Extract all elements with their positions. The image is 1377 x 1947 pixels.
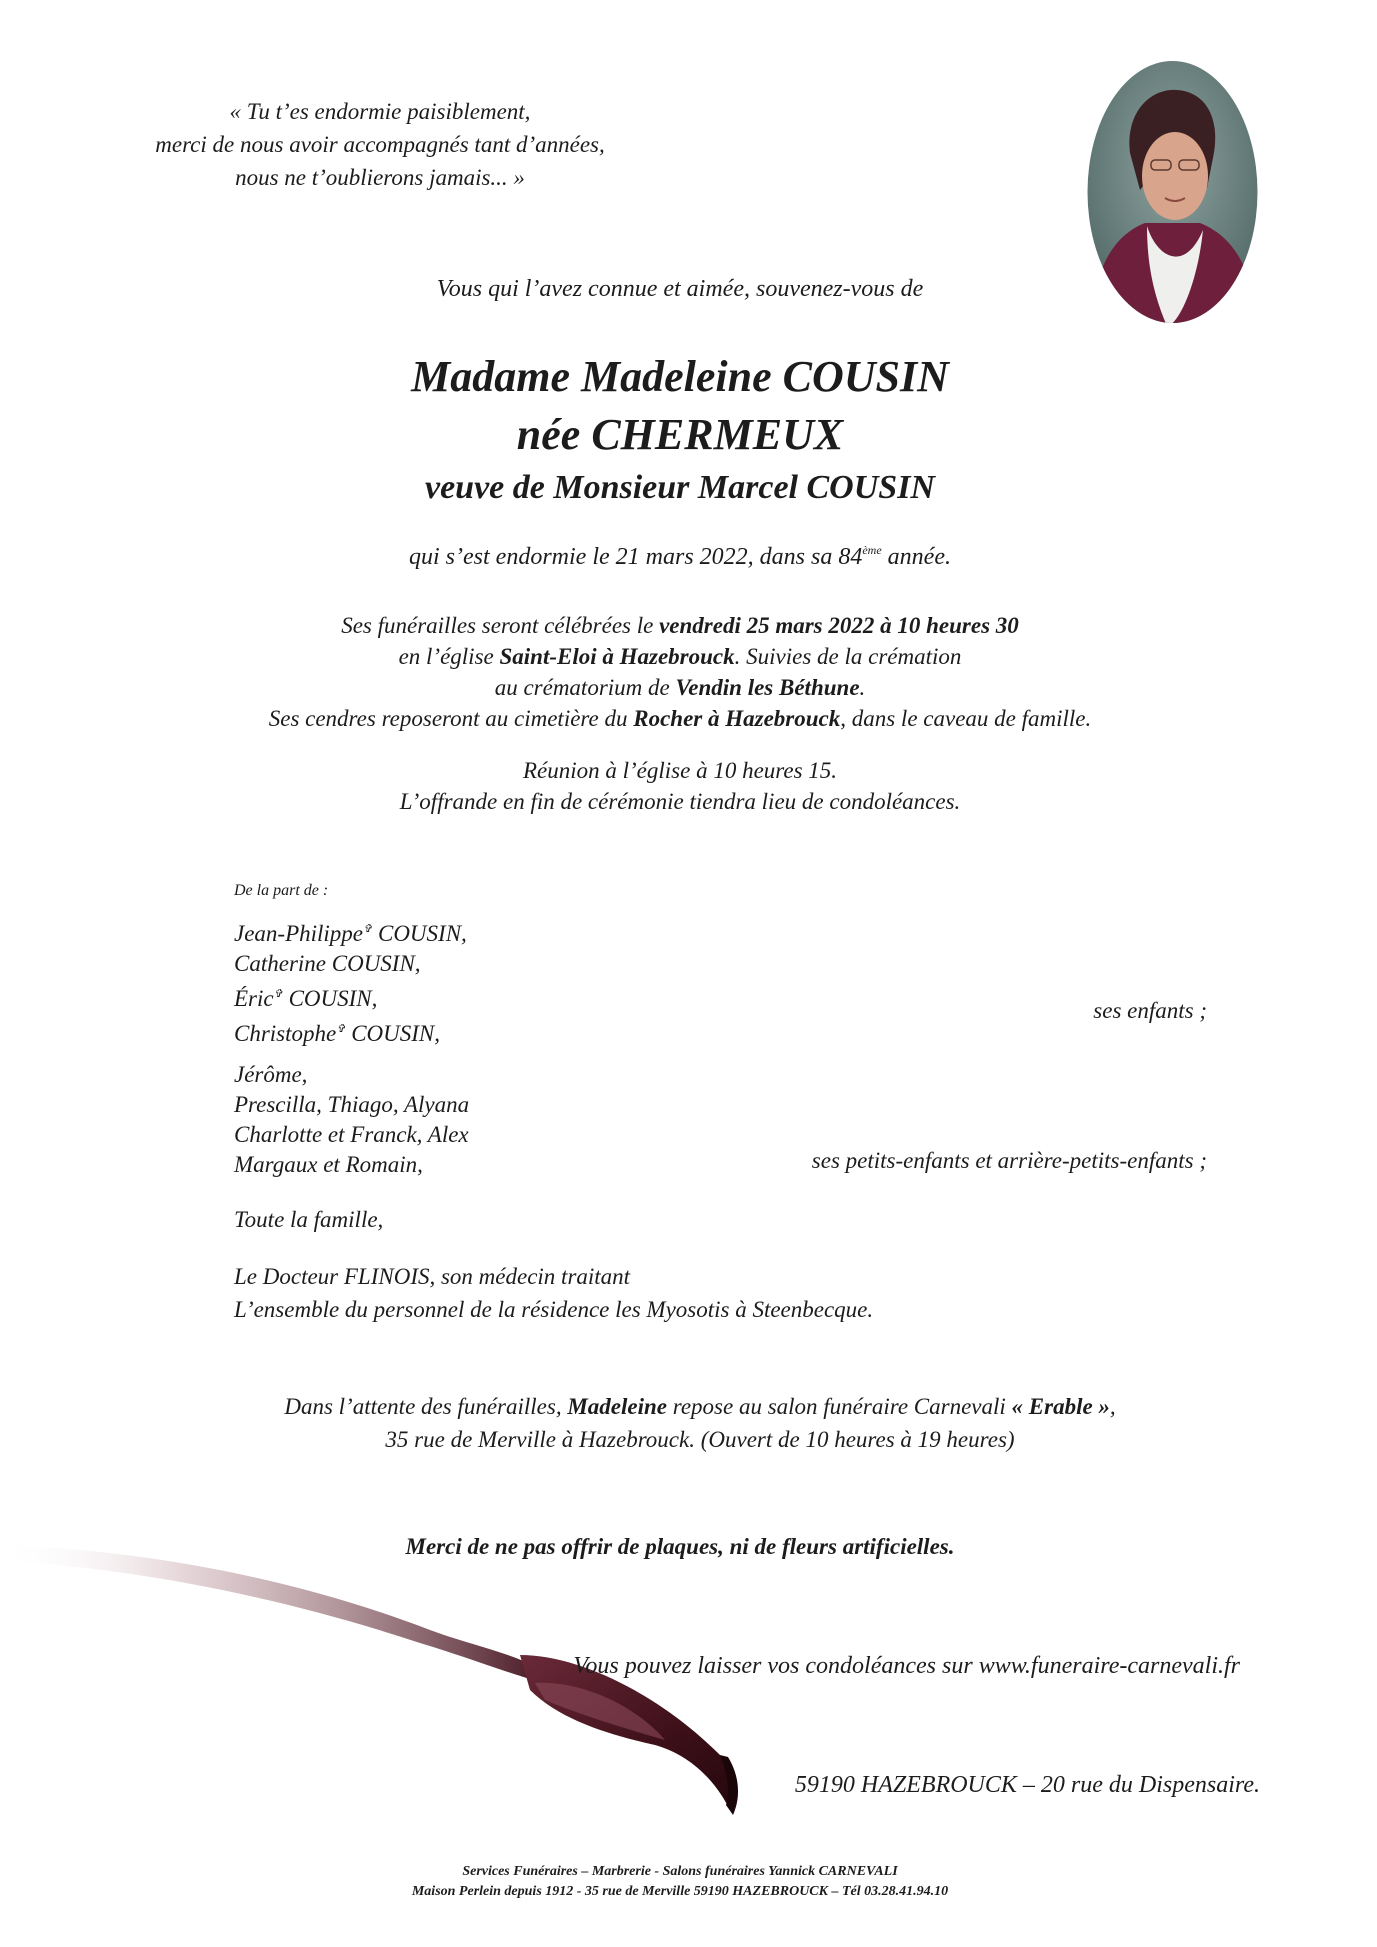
funeral-text: . [859,675,866,700]
meeting-line: L’offrande en fin de cérémonie tiendra lieu de condoléances. [399,789,961,814]
notice-line: 35 rue de Merville à Hazebrouck. (Ouvert de 10 heures à 19 heures) [385,1427,1015,1452]
funeral-line [200,610,1160,641]
notice-text: , [1109,1394,1116,1419]
funeral-text: au crématorium de [494,675,676,700]
notice-line [150,1390,1250,1423]
funeral-text: Ses cendres reposeront au cimetière du [268,706,634,731]
meeting-line: Réunion à l’église à 10 heures 15. [522,758,838,783]
child-surname: COUSIN, [282,986,378,1011]
child-surname: COUSIN, [372,921,467,946]
ordinal-suffix: ème [862,543,882,557]
funeral-text: en l’église [398,644,500,669]
child-name [234,949,467,979]
salon-name: « Erable » [1011,1394,1110,1419]
funeral-home-notice [150,1390,1250,1456]
notice-text: Dans l’attente des funérailles, [284,1394,568,1419]
funeral-text: , dans le caveau de famille. [840,706,1092,731]
child-first-name: Jean-Philippe [234,921,364,946]
notice-text: repose au salon funéraire Carnevali [666,1394,1012,1419]
doctor-and-staff [234,1260,873,1326]
child-name [234,914,467,949]
funeral-home-address: 59190 HAZEBROUCK – 20 rue du Dispensaire. [794,1772,1260,1798]
whole-family: Toute la famille, [234,1207,384,1232]
portrait-photo [1085,58,1260,326]
deceased-cross-mark: ✞ [273,988,283,1000]
quote-line: « Tu t’es endormie paisiblement, [229,99,531,124]
from-label: De la part de : [234,882,329,899]
funeral-line [200,703,1160,734]
doctor-line: Le Docteur FLINOIS, son médecin traitant [234,1264,631,1289]
opening-quote [100,95,660,194]
grandchildren-relation: ses petits-enfants et arrière-petits-enfants ; [811,1148,1207,1173]
funeral-details [200,610,1160,734]
first-name: Madeleine [567,1394,667,1419]
child-first-name: Éric [234,986,274,1011]
quote-line: merci de nous avoir accompagnés tant d’années, [155,132,605,157]
grandchild-name: Jérôme, [234,1062,308,1087]
grandchild-name: Prescilla, Thiago, Alyana [234,1092,470,1117]
footer [200,1862,1160,1902]
funeral-date: vendredi 25 mars 2022 à 10 heures 30 [659,613,1019,638]
no-plaques-notice: Merci de ne pas offrir de plaques, ni de fleurs artificielles. [405,1534,955,1559]
intro-text: Vous qui l’avez connue et aimée, souvenez-vous de [436,276,924,302]
funeral-text: Ses funérailles seront célébrées le [341,613,660,638]
staff-line: L’ensemble du personnel de la résidence les Myosotis à Steenbecque. [234,1297,874,1322]
children-relation: ses enfants ; [1093,998,1207,1023]
death-text: qui s’est endormie le 21 mars 2022, dans sa 84 [409,544,863,570]
funeral-line [200,641,1160,672]
footer-line: Services Funéraires – Marbrerie - Salons funéraires Yannick CARNEVALI [462,1864,898,1879]
widow-of: veuve de Monsieur Marcel COUSIN [425,469,935,506]
funeral-line [200,672,1160,703]
cemetery-name: Rocher à Hazebrouck [633,706,841,731]
deceased-name: Madame Madeleine COUSIN [411,352,949,401]
child-surname: COUSIN, [345,1021,441,1046]
funeral-text: . Suivies de la crémation [734,644,962,669]
grandchildren-list [234,1060,469,1180]
child-first-name: Christophe [234,1021,337,1046]
quote-line: nous ne t’oublierons jamais... » [235,165,525,190]
maiden-name: née CHERMEUX [516,410,844,459]
child-name [234,979,467,1014]
deceased-cross-mark: ✞ [336,1023,346,1035]
deceased-name-block [300,348,1060,512]
condolences-website[interactable]: Vous pouvez laisser vos condoléances sur www.funeraire-carnevali.fr [573,1653,1240,1679]
grandchild-name: Margaux et Romain, [234,1152,423,1177]
death-suffix: année. [881,544,951,570]
footer-line: Maison Perlein depuis 1912 - 35 rue de Merville 59190 HAZEBROUCK – Tél 03.28.41.94.10 [411,1884,949,1899]
child-name [234,1014,467,1049]
deceased-cross-mark: ✞ [363,923,373,935]
meeting-info [300,755,1060,817]
children-list [234,914,467,1049]
crematorium-location: Vendin les Béthune [675,675,860,700]
death-notice [300,543,1060,571]
church-name: Saint-Eloi à Hazebrouck [499,644,735,669]
child-first-name: Catherine COUSIN, [234,951,421,976]
grandchild-name: Charlotte et Franck, Alex [234,1122,469,1147]
